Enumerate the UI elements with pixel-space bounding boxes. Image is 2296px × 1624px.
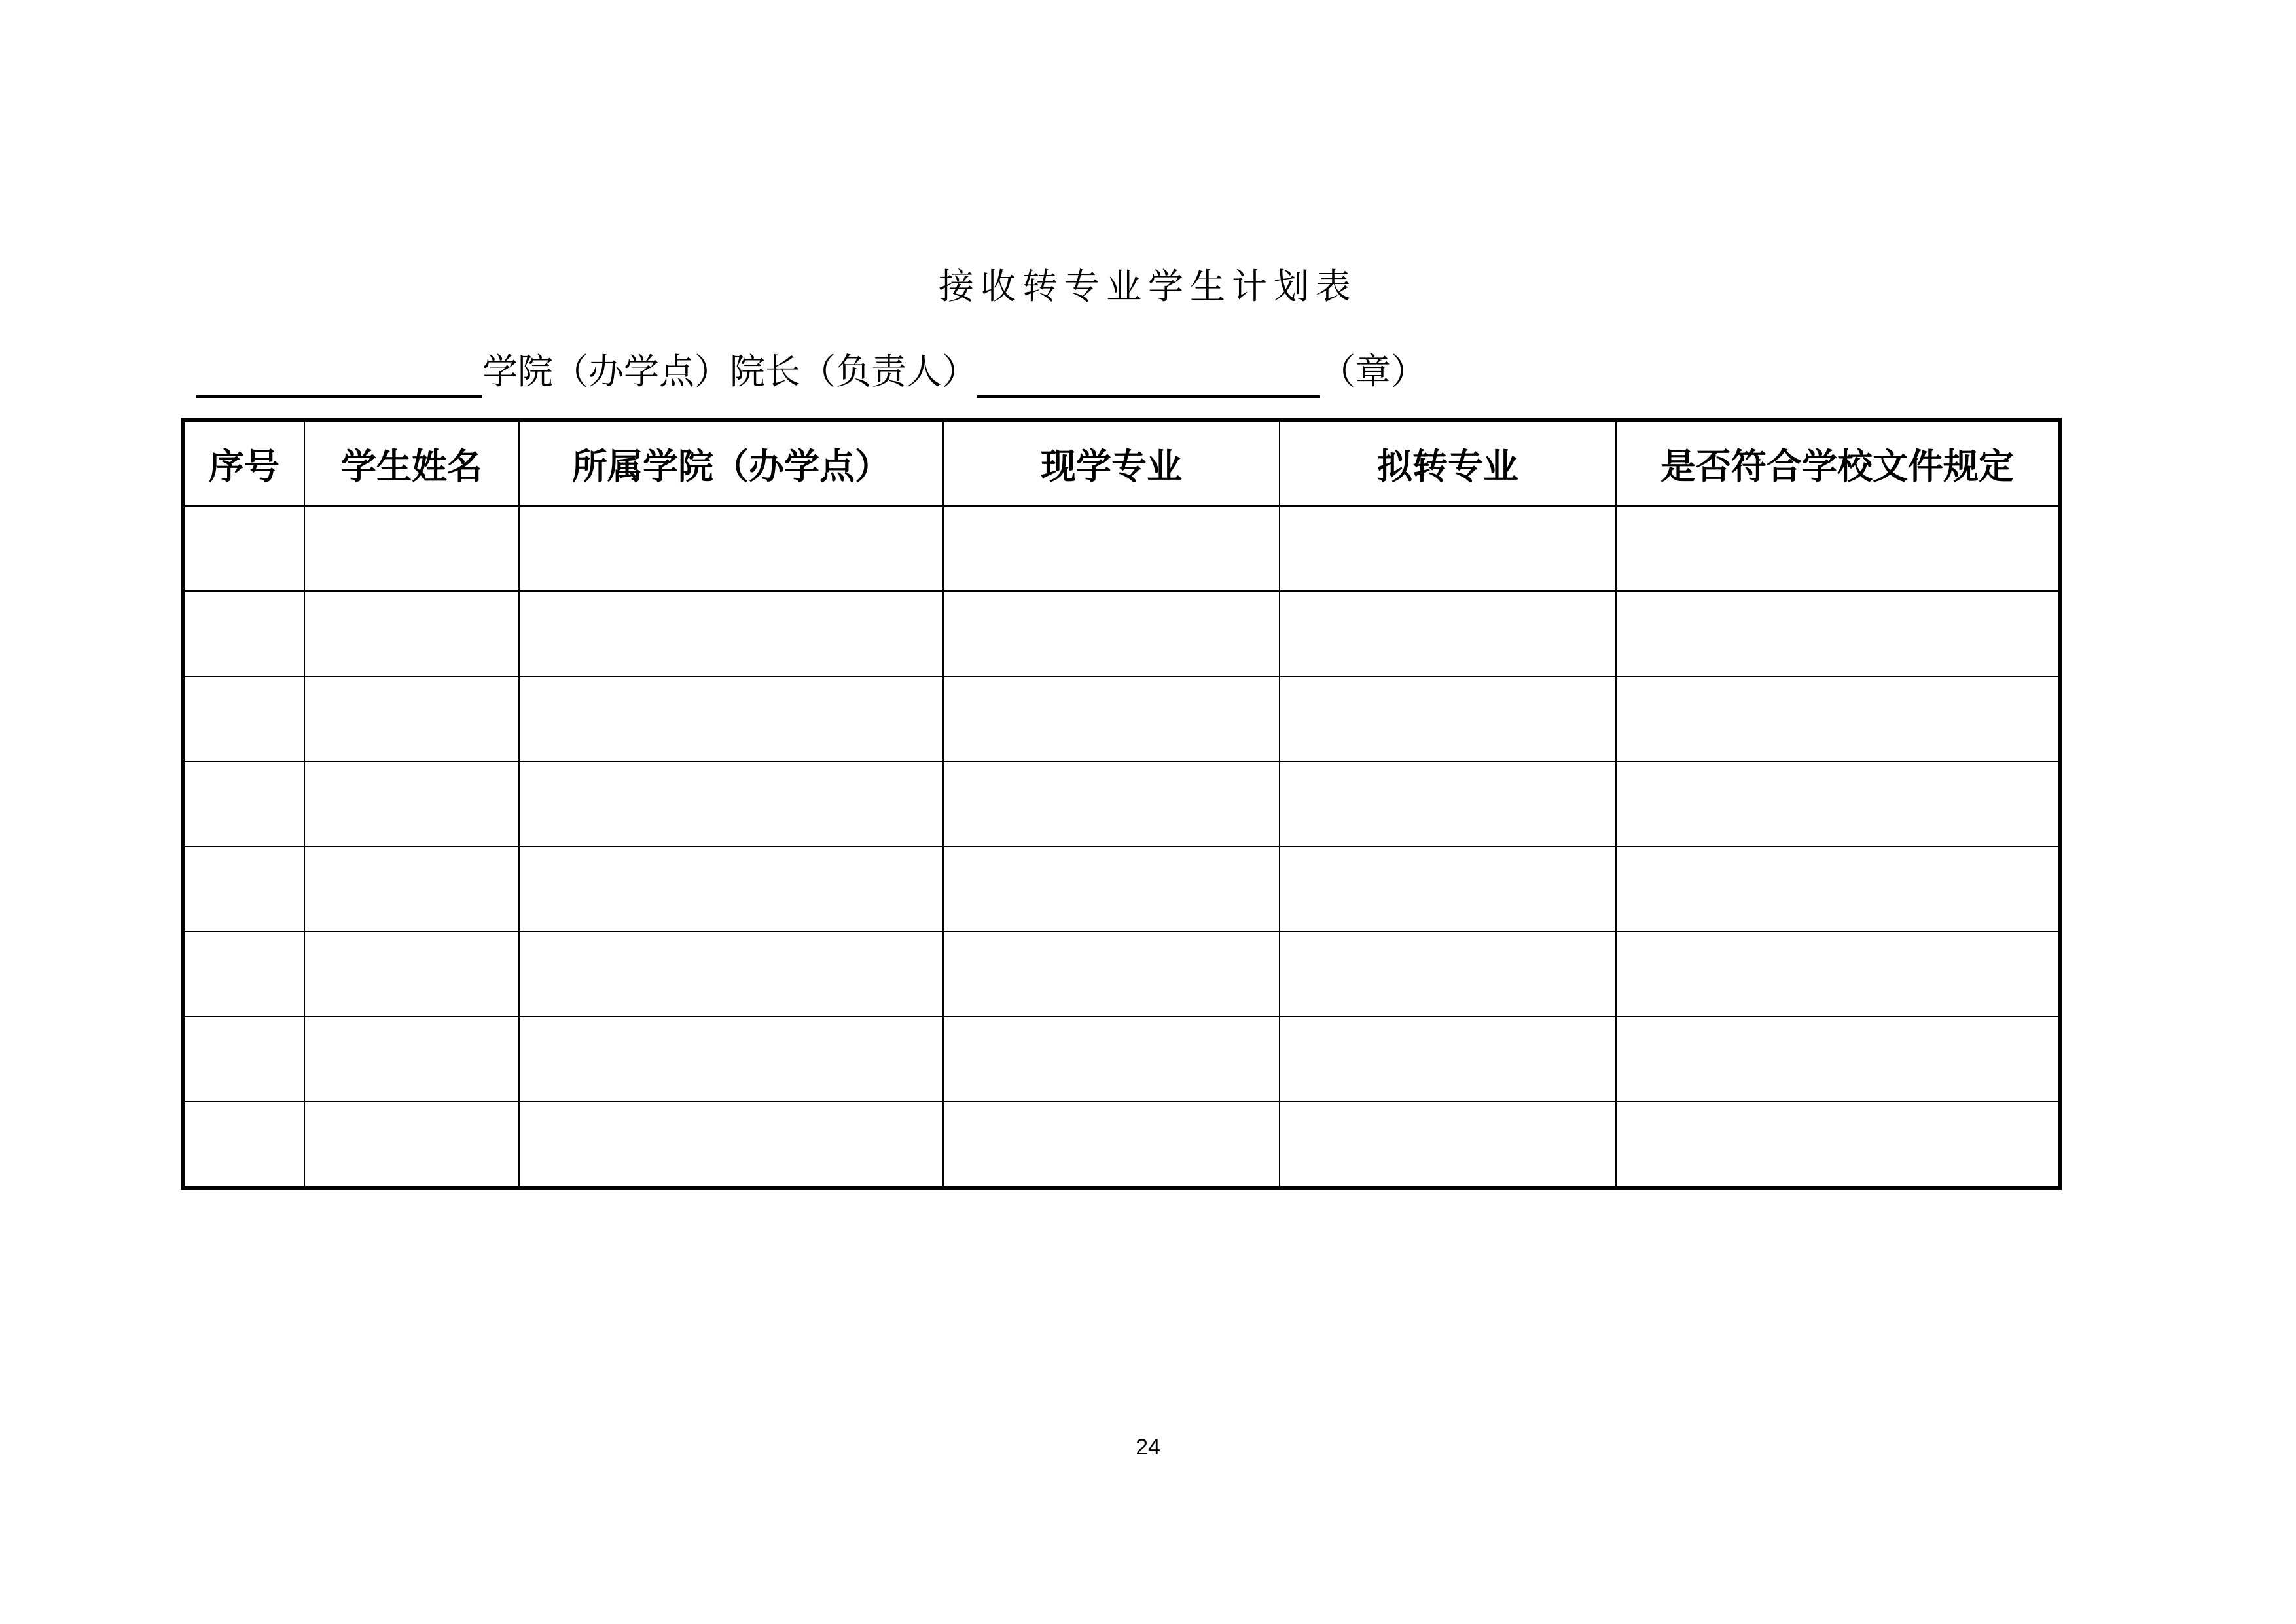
header-compliance: 是否符合学校文件规定 [1616, 420, 2060, 506]
cell-student-name[interactable] [304, 931, 519, 1017]
cell-target-major[interactable] [1280, 1017, 1616, 1102]
cell-compliance[interactable] [1616, 761, 2060, 846]
cell-college[interactable] [519, 931, 943, 1017]
cell-target-major[interactable] [1280, 676, 1616, 761]
cell-college[interactable] [519, 1102, 943, 1188]
cell-serial-number[interactable] [183, 676, 304, 761]
signature-line [196, 346, 1426, 398]
cell-target-major[interactable] [1280, 931, 1616, 1017]
cell-college[interactable] [519, 1017, 943, 1102]
header-serial-number: 序号 [183, 420, 304, 506]
header-student-name: 学生姓名 [304, 420, 519, 506]
cell-college[interactable] [519, 506, 943, 591]
cell-current-major[interactable] [943, 761, 1280, 846]
cell-college[interactable] [519, 591, 943, 676]
page-number: 24 [1136, 1435, 1160, 1460]
cell-student-name[interactable] [304, 846, 519, 931]
table-row [183, 506, 2060, 591]
cell-serial-number[interactable] [183, 1017, 304, 1102]
cell-college[interactable] [519, 761, 943, 846]
cell-current-major[interactable] [943, 676, 1280, 761]
cell-serial-number[interactable] [183, 591, 304, 676]
header-current-major: 现学专业 [943, 420, 1280, 506]
cell-serial-number[interactable] [183, 506, 304, 591]
document-title: 接收转专业学生计划表 [939, 266, 1357, 307]
table-row [183, 591, 2060, 676]
college-dean-label: 学院（办学点）院长（负责人） [482, 351, 977, 392]
cell-current-major[interactable] [943, 1017, 1280, 1102]
table-row [183, 846, 2060, 931]
transfer-plan-table [181, 418, 2062, 1190]
header-college: 所属学院（办学点） [519, 420, 943, 506]
dean-signature-blank[interactable] [977, 352, 1320, 398]
cell-compliance[interactable] [1616, 1017, 2060, 1102]
cell-current-major[interactable] [943, 846, 1280, 931]
cell-compliance[interactable] [1616, 676, 2060, 761]
cell-target-major[interactable] [1280, 846, 1616, 931]
cell-current-major[interactable] [943, 506, 1280, 591]
cell-student-name[interactable] [304, 1017, 519, 1102]
cell-target-major[interactable] [1280, 506, 1616, 591]
cell-compliance[interactable] [1616, 1102, 2060, 1188]
cell-college[interactable] [519, 846, 943, 931]
cell-serial-number[interactable] [183, 1102, 304, 1188]
cell-serial-number[interactable] [183, 931, 304, 1017]
cell-target-major[interactable] [1280, 591, 1616, 676]
cell-student-name[interactable] [304, 676, 519, 761]
table-row [183, 761, 2060, 846]
table-row [183, 931, 2060, 1017]
cell-college[interactable] [519, 676, 943, 761]
cell-serial-number[interactable] [183, 761, 304, 846]
table-row [183, 1017, 2060, 1102]
cell-compliance[interactable] [1616, 931, 2060, 1017]
seal-label: （章） [1320, 351, 1426, 392]
table-header-row [183, 420, 2060, 506]
table-row [183, 1102, 2060, 1188]
cell-student-name[interactable] [304, 591, 519, 676]
cell-student-name[interactable] [304, 761, 519, 846]
cell-current-major[interactable] [943, 1102, 1280, 1188]
cell-current-major[interactable] [943, 591, 1280, 676]
cell-compliance[interactable] [1616, 506, 2060, 591]
cell-target-major[interactable] [1280, 761, 1616, 846]
table-row [183, 676, 2060, 761]
cell-serial-number[interactable] [183, 846, 304, 931]
cell-compliance[interactable] [1616, 846, 2060, 931]
cell-compliance[interactable] [1616, 591, 2060, 676]
cell-target-major[interactable] [1280, 1102, 1616, 1188]
cell-student-name[interactable] [304, 506, 519, 591]
header-target-major: 拟转专业 [1280, 420, 1616, 506]
college-name-blank[interactable] [196, 352, 482, 398]
cell-current-major[interactable] [943, 931, 1280, 1017]
cell-student-name[interactable] [304, 1102, 519, 1188]
